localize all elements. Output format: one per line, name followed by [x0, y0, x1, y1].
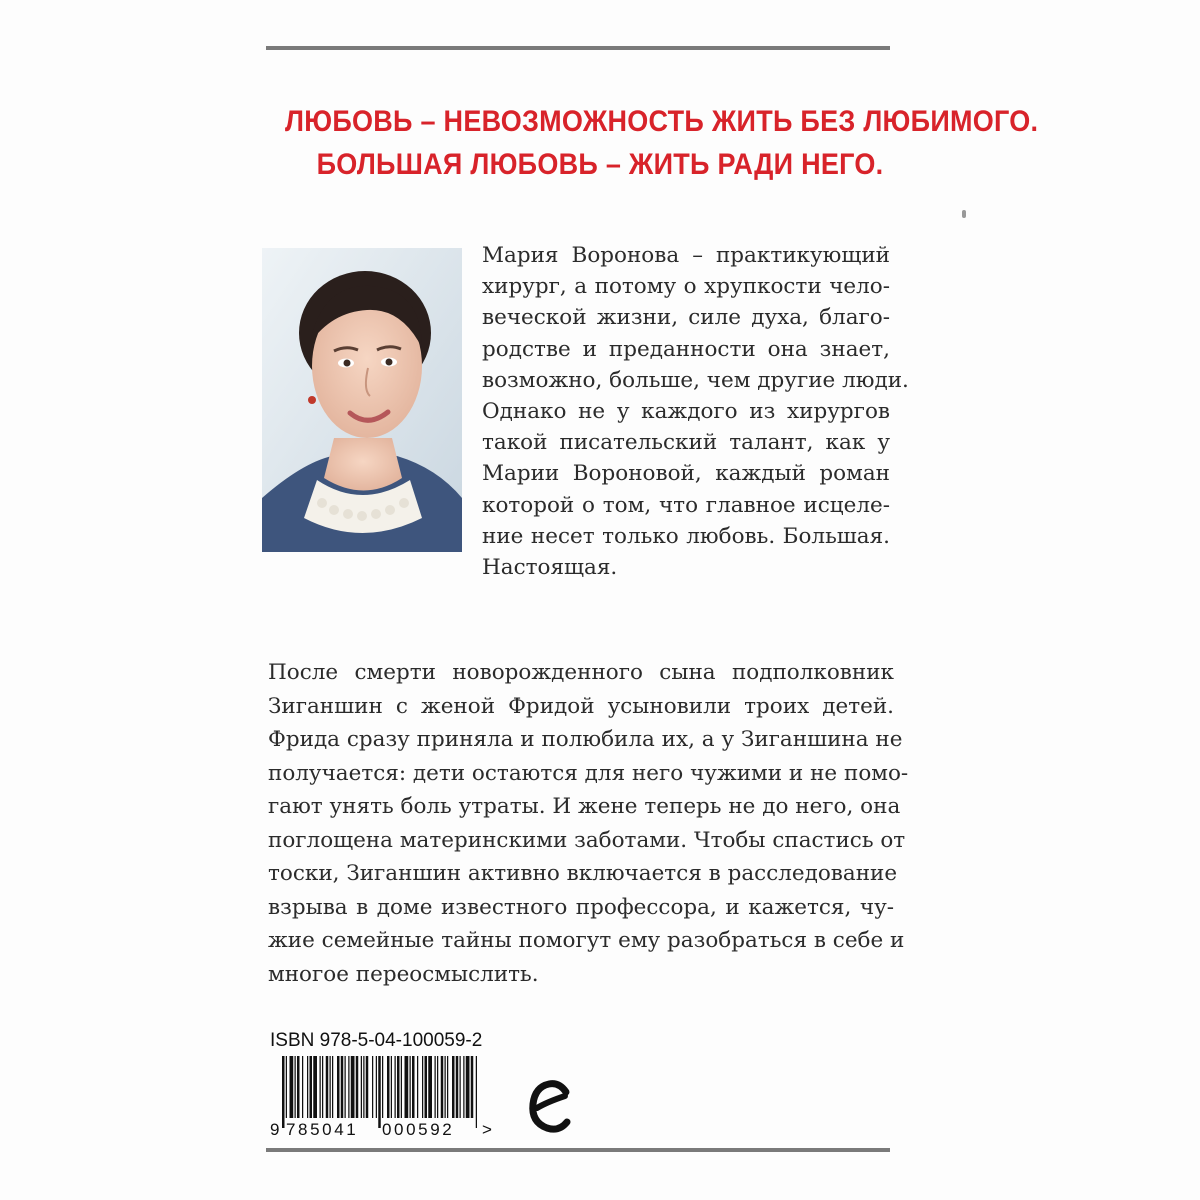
barcode-bar: [428, 1056, 432, 1118]
bio-line: хирург, а потому о хрупкости чело-: [482, 274, 890, 300]
description-line: получается: дети остаются для него чужими и не помо-: [268, 760, 909, 786]
barcode-bar: [351, 1056, 355, 1118]
barcode-bar: [466, 1056, 470, 1118]
barcode-bar: [376, 1056, 377, 1118]
bio-line: такой писательский талант, как у: [482, 430, 890, 456]
barcode-bar: [286, 1056, 287, 1118]
barcode-bar: [437, 1056, 438, 1118]
barcode-bar: [310, 1056, 313, 1118]
barcode-bar: [447, 1056, 448, 1118]
tagline: [285, 100, 1039, 186]
barcode-bar: [471, 1056, 474, 1118]
barcode-digits-left: 785041: [286, 1120, 359, 1138]
description-line: взрыва в доме известного профессора, и кажется, чу-: [268, 894, 894, 920]
barcode-bar: [366, 1056, 369, 1118]
description-line: После смерти новорожденного сына подполковник: [268, 660, 894, 685]
isbn-label: ISBN 978-5-04-100059-2: [270, 1030, 483, 1051]
barcode-bar: [425, 1056, 428, 1118]
barcode-bar: [382, 1056, 383, 1118]
barcode-bar: [476, 1056, 477, 1128]
barcode-bar: [401, 1056, 402, 1118]
barcode-digit-prefix: 9: [270, 1120, 280, 1138]
barcode-bar: [395, 1056, 396, 1118]
bio-line: Настоящая.: [482, 555, 618, 581]
barcode-bar: [441, 1056, 444, 1118]
barcode-bar: [290, 1056, 294, 1118]
barcode-bar: [282, 1056, 285, 1128]
barcode-bar: [445, 1056, 446, 1118]
bio-line: веческой жизни, силе духа, благо-: [482, 305, 890, 331]
description-line: тоски, Зиганшин активно включается в расследование: [268, 861, 898, 886]
barcode-bar: [341, 1056, 344, 1118]
barcode-bar: [295, 1056, 296, 1118]
barcode-bar: [378, 1056, 381, 1128]
barcode: [270, 1056, 500, 1138]
bio-line: Мария Воронова – практикующий: [482, 243, 890, 268]
description-line: поглощена материнскими заботами. Чтобы спастись от: [268, 827, 906, 853]
barcode-bar: [405, 1056, 409, 1118]
barcode-bar: [460, 1056, 461, 1118]
barcode-bar: [417, 1056, 418, 1118]
barcode-bar: [361, 1056, 362, 1118]
barcode-bar: [363, 1056, 364, 1118]
barcode-bar: [345, 1056, 346, 1118]
bio-line: Однако не у каждого из хирургов: [482, 399, 890, 425]
barcode-digit-suffix: >: [482, 1120, 492, 1138]
top-rule: [266, 46, 890, 50]
tagline-line-2: БОЛЬШАЯ ЛЮБОВЬ – ЖИТЬ РАДИ НЕГО.: [316, 148, 884, 181]
barcode-bar: [372, 1056, 373, 1118]
barcode-bar: [330, 1056, 331, 1118]
barcode-bar: [397, 1056, 400, 1118]
barcode-bar: [322, 1056, 323, 1118]
barcode-bar: [297, 1056, 300, 1118]
barcode-bar: [410, 1056, 411, 1118]
tagline-line-1: ЛЮБОВЬ – НЕВОЗМОЖНОСТЬ ЖИТЬ БЕЗ ЛЮБИМОГО.: [285, 105, 1039, 138]
barcode-bar: [320, 1056, 321, 1118]
barcode-bar: [348, 1056, 349, 1118]
bio-line: ние несет только любовь. Большая.: [482, 523, 890, 549]
bio-line: возможно, больше, чем другие люди.: [482, 367, 909, 393]
description-line: жие семейные тайны помогут ему разобраться в себе и: [268, 928, 905, 953]
barcode-bar: [391, 1056, 392, 1118]
edge-mark: [962, 210, 966, 218]
description-line: Зиганшин с женой Фридой усыновили троих детей.: [268, 693, 894, 719]
author-bio: [482, 240, 909, 583]
barcode-bar: [302, 1056, 303, 1118]
barcode-bar: [435, 1056, 436, 1118]
description-line: гают унять боль утраты. И жене теперь не до него, она: [268, 794, 901, 819]
bottom-rule: [266, 1148, 890, 1152]
description-line: многое переосмыслить.: [268, 961, 539, 987]
barcode-bar: [452, 1056, 455, 1118]
description-line: Фрида сразу приняла и полюбила их, а у Зиганшина не: [268, 727, 903, 752]
barcode-bar: [326, 1056, 329, 1118]
eksmo-e-logo-icon: [525, 1070, 575, 1144]
barcode-bar: [422, 1056, 423, 1118]
barcode-bar: [307, 1056, 308, 1118]
barcode-digits-right: 000592: [382, 1120, 455, 1138]
barcode-bar: [463, 1056, 464, 1118]
book-description: [268, 656, 909, 991]
bio-line: Марии Вороновой, каждый роман: [482, 461, 890, 487]
barcode-bar: [412, 1056, 415, 1118]
author-photo: [262, 248, 462, 552]
barcode-bar: [456, 1056, 459, 1118]
barcode-bar: [332, 1056, 333, 1118]
barcode-bar: [356, 1056, 359, 1118]
barcode-bar: [387, 1056, 390, 1118]
barcode-bar: [337, 1056, 340, 1118]
barcode-bar: [313, 1056, 317, 1118]
bio-line: которой о том, что главное исцеле-: [482, 492, 890, 518]
bio-line: родстве и преданности она знает,: [482, 336, 890, 362]
